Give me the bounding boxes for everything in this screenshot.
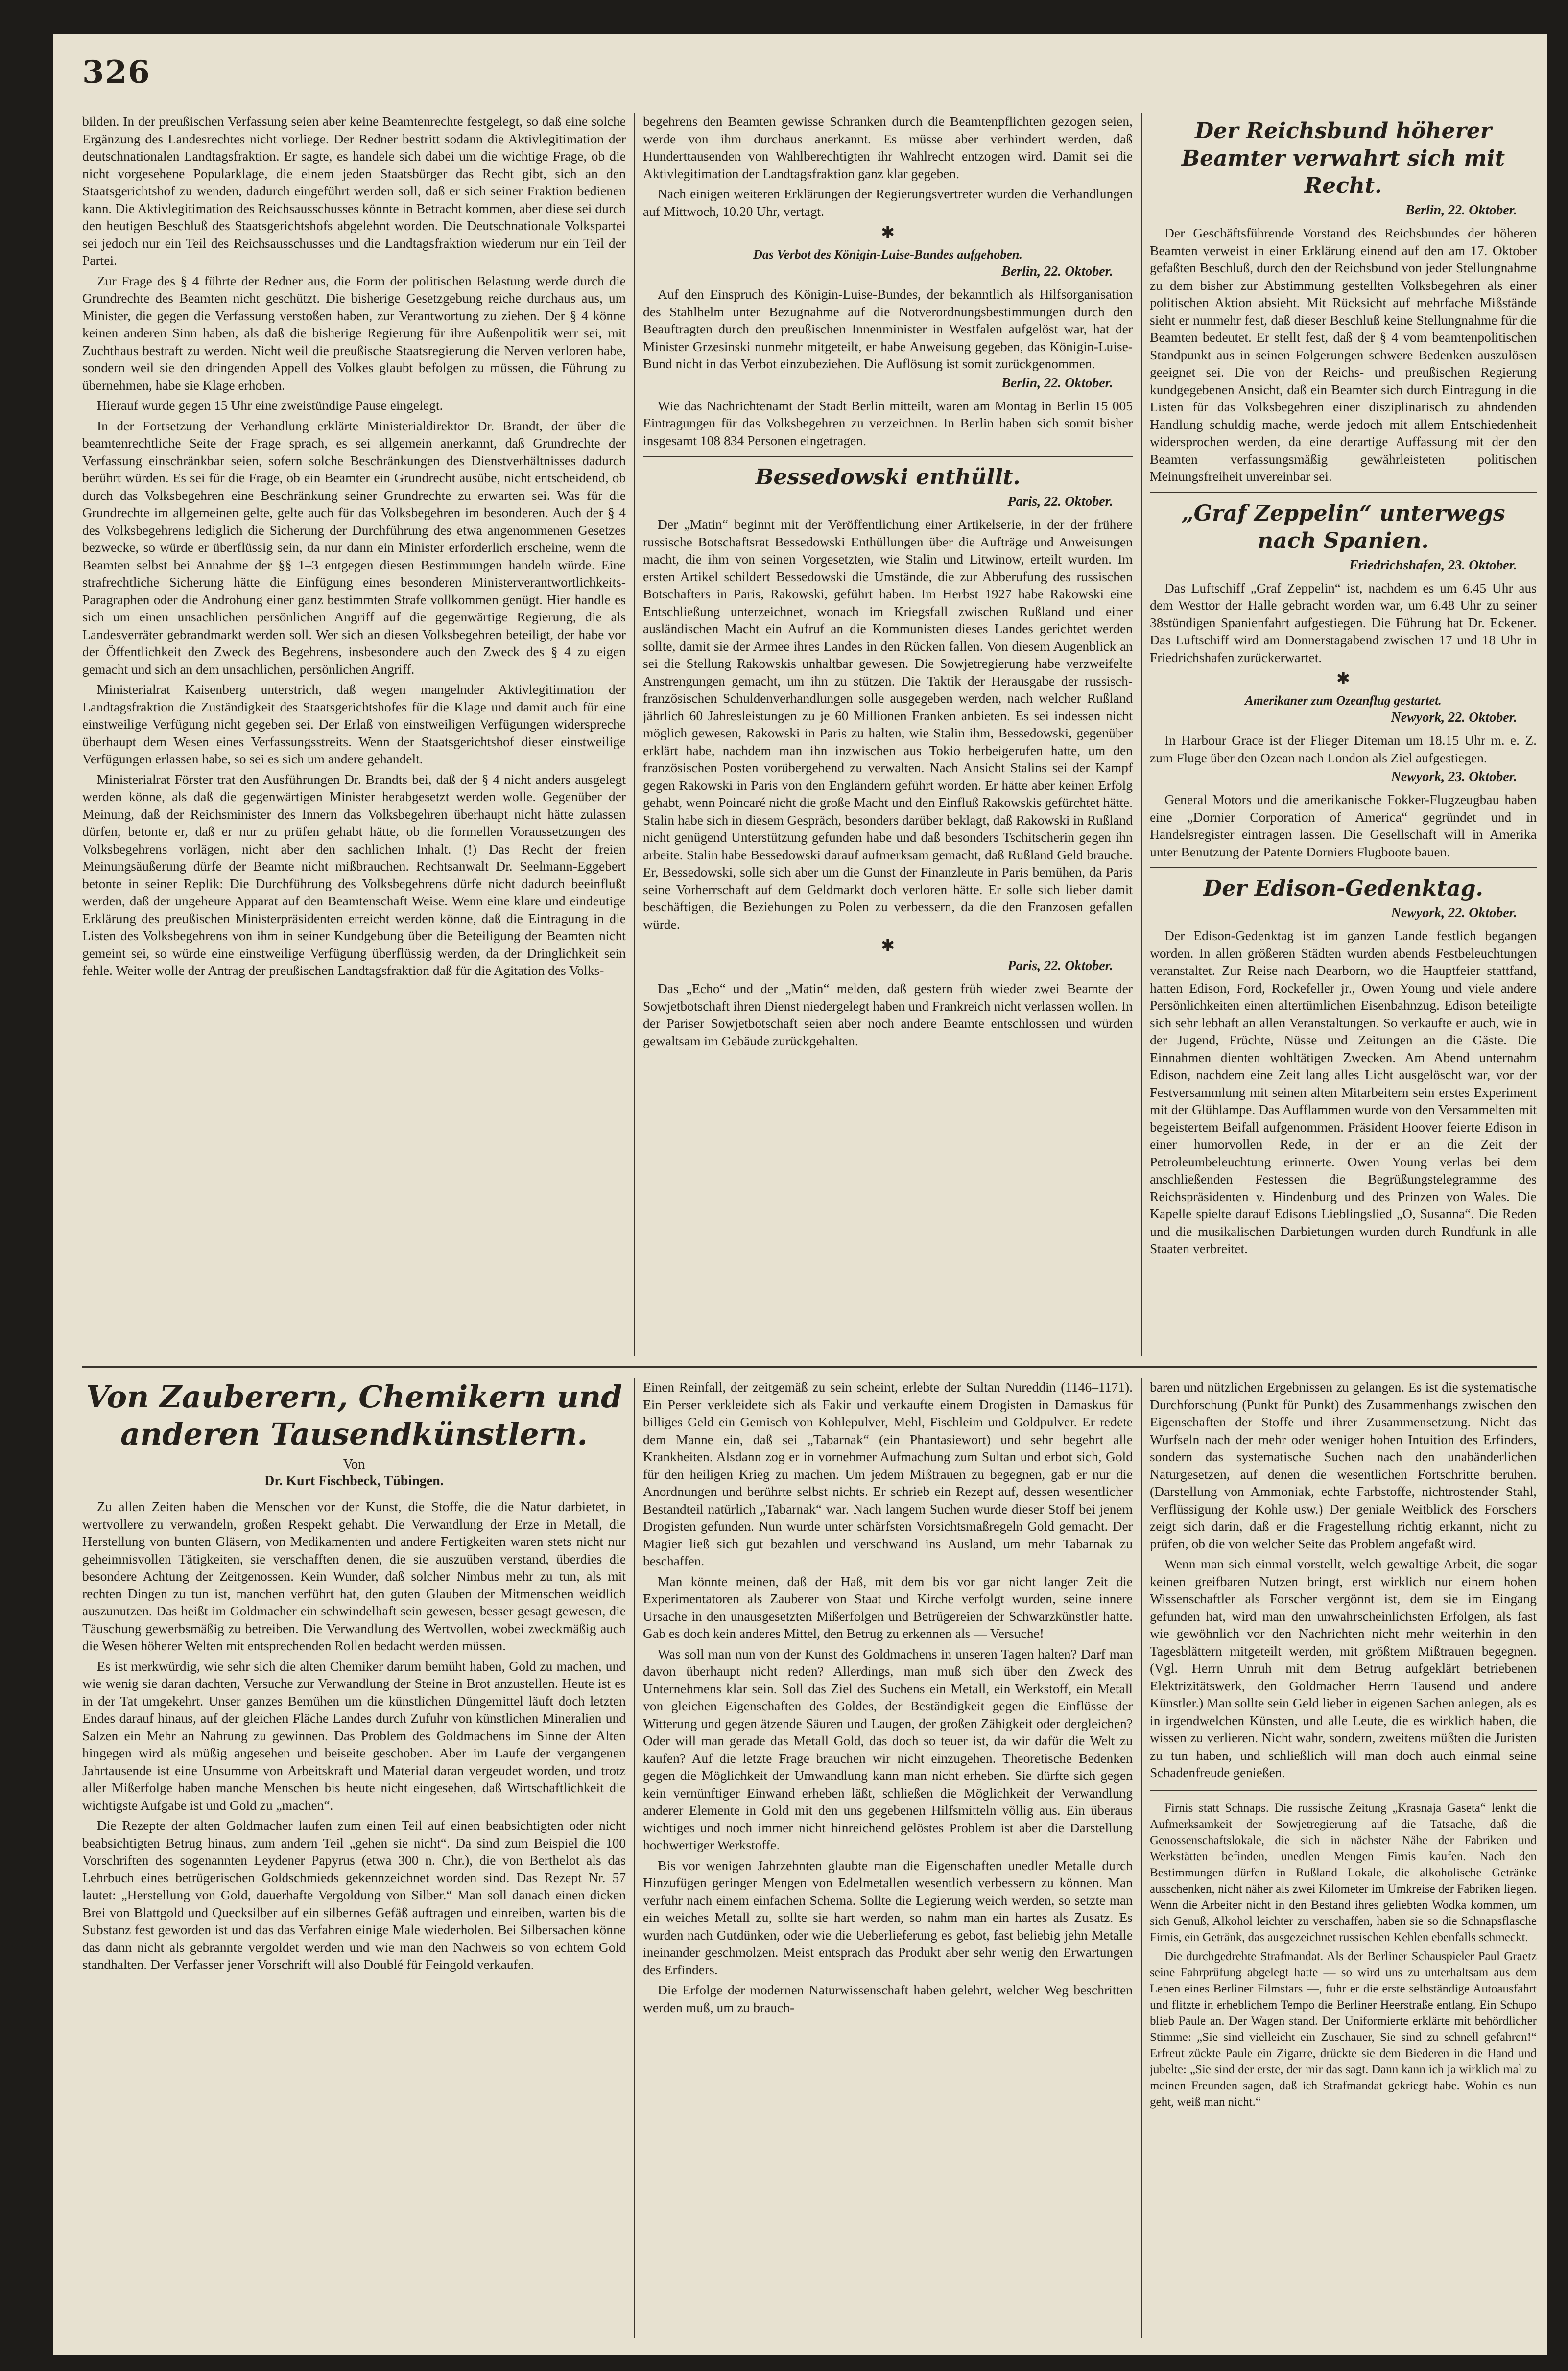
article-heading: Amerikaner zum Ozeanflug gestartet. (1245, 693, 1442, 708)
paragraph: Wenn man sich einmal vorstellt, welch gewaltige Arbeit, die sogar keinen greifbaren Nutzen bringt, erst wirklich nur einem hohen Wissenschaftler als Forscher vergönnt ist, dem sie im Eingang gefunden hat, wird man den unwahrscheinlichsten Erfolgen, als fast wie gewöhnlich vor den Nachrichten nicht mehr weiterhin in den Tagesblättern mitgeteilt werden, mit größtem Mißtrauen begegnen. (Vgl. Herrn Unruh mit dem Betrug aufgeklärt betriebenen Elektrizitätswerk, den Goldmacher Herrn Tausend und andere Künstler.) Man sollte sein Geld lieber in eigenen Sachen anlegen, als es in irgendwelchen Künsten, und alle Leute, die es wirklich haben, die wissen zu verlieren. Nicht wahr, sondern, zweitens müßten die Juristen zu tun haben, und schließlich will man doch auch einmal seine Schadenfreude genießen. (1150, 1556, 1537, 1780)
feature-column-2 (643, 1378, 1133, 2338)
feature-title: Von Zauberern, Chemikern und anderen Tausendkünstlern. (86, 1379, 622, 1452)
paragraph: Ministerialrat Kaisenberg unterstrich, daß wegen mangelnder Aktivlegitimation der Landtagsfraktion die Zuständigkeit des Staatsgerichtshofes für die Klage und damit auch für eine einstweilige Verfügung nicht gegeben sei. Der Erlaß von einstweiligen Verfügungen widerspreche überhaupt dem Wesen eines Verfassungsstreits. Wenn der Staatsgerichtshof dieser einstweilige Verfügungen erlassen habe, so sei es sich um andere gehandelt. (82, 682, 626, 766)
paragraph: bilden. In der preußischen Verfassung seien aber keine Beamtenrechte festgelegt, so daß eine solche Ergänzung des Landesrechtes nicht vorliege. Der Redner bestritt sodann die Aktivlegitimation der deutschnationalen Landtagsfraktion. Er sagte, es handele sich dabei um die wichtige Frage, ob die nicht vorgesehene Popularklage, die einem jeden Staatsbürger das Recht gibt, sich an den Staatsgerichtshof zu wenden, dadurch eingeführt werden soll, daß er sich seiner Fraktion bedienen kann. Die Aktivlegitimation des Reichsausschusses könnte in Betracht kommen, aber diese sei durch den heutigen Beschluß des Staatsgerichtshofs abgelehnt worden. Die Deutschnationale Volkspartei sei jedoch nur ein Teil des Reichsausschusses und die Landtagsfraktion wiederum nur ein Teil der Partei. (82, 114, 626, 268)
paragraph: Wie das Nachrichtenamt der Stadt Berlin mitteilt, waren am Montag in Berlin 15 005 Eintragungen für das Volksbegehren zu verzeichnen. In Berlin haben sich somit bisher insgesamt 108 834 Personen eingetragen. (643, 398, 1133, 448)
dateline: Friedrichshafen, 23. Oktober. (1349, 557, 1517, 573)
paragraph: Firnis statt Schnaps. Die russische Zeitung „Krasnaja Gaseta“ lenkt die Aufmerksamkeit der Sowjetregierung auf die Tatsache, daß die Genossenschaftslokale, die sich in nächster Nähe der Fabriken und Werkstätten befinden, unedlen Mengen Firnis kaufen. Nach den Bestimmungen dürfen in Rußland Lokale, die alkoholische Getränke ausschenken, nicht näher als zwei Kilometer im Umkreise der Fabriken liegen. Wenn die Arbeiter nicht in den Bestand ihres geliebten Wodka kommen, um sich Genuß, Alkohol leichter zu verschaffen, haben sie so die Schnapsflasche Firnis, ein Getränk, das ausgezeichnet russischen Kehlen ebenfalls schmeckt. (1150, 1801, 1537, 1944)
dateline: Newyork, 22. Oktober. (1391, 710, 1517, 725)
column-divider (634, 1378, 635, 2338)
paragraph: Es ist merkwürdig, wie sehr sich die alten Chemiker darum bemüht haben, Gold zu machen, und wie wenig sie daran dachten, Versuche zur Verwandlung der Steine in Brot anzustellen. Heute ist es in der Tat umgekehrt. Unser ganzes Bemühen um die künstlichen Düngemittel läuft doch letzten Endes darauf hinaus, auf der gleichen Fläche Landes durch Zufuhr von künstlichen Mineralien und Salzen ein Mehr an Nahrung zu gewinnen. Das Problem des Goldmachens im Sinne der Alten hingegen wird als müßig angesehen und beiseite geschoben. Aber im Laufe der vergangenen Jahrtausende ist eine Unsumme von Arbeitskraft und Material daran vergeudet worden, und trotz aller Mißerfolge haben manche Menschen bis heute nicht eingesehen, daß Wirtschaftlichkeit die wichtigste Aufgabe ist und Gold zu „machen“. (82, 1658, 626, 1813)
section-rule (1150, 492, 1537, 493)
section-separator: ✱ (880, 936, 895, 955)
column-divider (1141, 1378, 1142, 2338)
paragraph: Die Rezepte der alten Goldmacher laufen zum einen Teil auf einen beabsichtigten oder nicht beabsichtigten Betrug hinaus, zum andern Teil „gehen sie nicht“. Da sind zum Beispiel die 100 Vorschriften des sogenannten Leydener Papyrus (etwa 300 n. Chr.), die von Berthelot als das Lehrbuch eines betrügerischen Goldschmieds gekennzeichnet worden sind. Das Rezept Nr. 57 lautet: „Herstellung von Gold, dauerhafte Vergoldung von Silber.“ Man soll danach einen dicken Brei von Blattgold und Quecksilber auf ein silbernes Gefäß auftragen und einreiben, warten bis die Substanz fest geworden ist und das das Verfahren einige Male wiederholen. Bei Silbersachen könne das dann nicht als gebrannte vergoldet werden und wie man den Nachweis so von echtem Gold standhalten. Der Verfasser jener Vorschrift will also Doublé für Feingold verkaufen. (82, 1818, 626, 1972)
dateline: Berlin, 22. Oktober. (1405, 203, 1517, 218)
column-1 (82, 113, 626, 1356)
dateline: Berlin, 22. Oktober. (1001, 375, 1113, 391)
section-separator: ✱ (1336, 669, 1351, 688)
paragraph: Die Erfolge der modernen Naturwissenschaft haben gelehrt, welcher Weg beschritten werden muß, um zu brauch- (643, 1982, 1133, 2015)
newspaper-page (53, 34, 1547, 2355)
paragraph: Hierauf wurde gegen 15 Uhr eine zweistündige Pause eingelegt. (97, 398, 443, 413)
column-divider (1141, 113, 1142, 1356)
paragraph: General Motors und die amerikanische Fokker-Flugzeugbau haben eine „Dornier Corporation of America“ gegründet und in Handelsregister eintragen lassen. Die Gesellschaft will in Amerika unter Benutzung der Patente Dorniers Flugboote bauen. (1150, 792, 1537, 859)
paragraph: Das Luftschiff „Graf Zeppelin“ ist, nachdem es um 6.45 Uhr aus dem Westtor der Halle gebracht worden war, um 6.48 Uhr zu seiner 38stündigen Spanienfahrt aufgestiegen. Die Führung hat Dr. Eckener. Das Luftschiff wird am Donnerstagabend zwischen 17 und 18 Uhr in Friedrichshafen zurückerwartet. (1150, 580, 1537, 665)
feature-column-3 (1150, 1378, 1537, 2338)
section-separator: ✱ (880, 223, 895, 242)
section-rule (1150, 867, 1537, 868)
dateline: Newyork, 22. Oktober. (1391, 905, 1517, 921)
page-number: 326 (82, 54, 151, 91)
byline-author: Dr. Kurt Fischbeck, Tübingen. (264, 1473, 444, 1489)
column-2 (643, 113, 1133, 1356)
article-headline: „Graf Zeppelin“ unterwegs nach Spanien. (1181, 500, 1505, 553)
section-rule (643, 456, 1133, 457)
paragraph: Bis vor wenigen Jahrzehnten glaubte man die Eigenschaften unedler Metalle durch Hinzufügen geringer Mengen von Edelmetallen wesentlich verbessern zu können. Man verfuhr nach einem einfachen Schema. Sollte die Legierung weich werden, so setzte man ein weiches Metall zu, sollte sie hart werden, so nahm man ein hartes als Zusatz. Es wurden nach Gutdünken, oder wie die Ueberlieferung es gebot, fast beliebig jehn Metalle ineinander geschmolzen. Meist entsprach das Produkt aber sehr wenig den Erwartungen des Erfinders. (643, 1857, 1133, 1977)
dateline: Berlin, 22. Oktober. (1001, 264, 1113, 279)
paragraph: Was soll man nun von der Kunst des Goldmachens in unseren Tagen halten? Darf man davon überhaupt nicht reden? Allerdings, man muß sich über den Zweck des Unternehmens klar sein. Soll das Ziel des Suchens ein Metall, ein Werkstoff, ein Metall von gleichen Eigenschaften des Goldes, der Beständigkeit gegen die Einflüsse der Witterung und gegen ätzende Säuren und Laugen, der großen Zähigkeit oder dergleichen? Oder will man gerade das Metall Gold, das doch so teuer ist, da wir dafür die Welt zu kaufen? Auf die letzte Frage brauchen wir nicht einzugehen. Theoretische Bedenken gegen die Möglichkeit der Umwandlung kann man nicht erheben. Sie dürfte sich gegen kein vernünftiger Einwand erheben läßt, schließen die Möglichkeit der Verwandlung anderer Elemente in Gold mit den uns gegebenen Hilfsmitteln völlig aus. Ein überaus wichtiges und noch immer nicht hinreichend gelöstes Problem ist aber die Darstellung hochwertiger Werkstoffe. (643, 1646, 1133, 1852)
paragraph: baren und nützlichen Ergebnissen zu gelangen. Es ist die systematische Durchforschung (Punkt für Punkt) des Zusammenhangs zwischen den Eigenschaften der Stoffe und ihrer Zusammensetzung. Nicht das Wurfseln nach der mehr oder weniger hohen Intuition des Erfinders, sondern das systematische Suchen nach den unabänderlichen Naturgesetzen, auf denen die wesentlichen Fortschritte beruhen. (Darstellung von Ammoniak, echte Farbstoffe, nichtrostender Stahl, Verflüssigung der Kohle usw.) Der geniale Weitblick des Forschers zeigt sich darin, daß er die Fragestellung richtig erkannt, nicht zu prüfen, ob die von welcher Seite das Problem angefaßt wird. (1150, 1379, 1537, 1551)
paragraph: Der „Matin“ beginnt mit der Veröffentlichung einer Artikelserie, in der der frühere russische Botschaftsrat Bessedowski Enthüllungen über die Aufträge und Anweisungen macht, die ihm von seinen Vorgesetzten, wie Stalin und Litwinow, erteilt wurden. Im ersten Artikel schildert Bessedowski die Umstände, die zur Abberufung des russischen Botschafters in Paris, Rakowski, geführt haben. Im Herbst 1927 habe Rakowski eine Entschließung unterzeichnet, wonach im Kriegsfall zwischen Rußland und einer ausländischen Macht ein Aufruf an die Kommunisten dieses Landes gerichtet werden sollte, damit sie der Armee ihres Landes in den Rücken fallen. Von diesem Augenblick an sei die Stellung Rakowskis unhaltbar gewesen. Die Sowjetregierung habe verzweifelte Anstrengungen gemacht, um ihn zu stützen. Die Taktik der Herausgabe der russisch-französischen Schuldenverhandlungen solle ausgegeben werden, nach welcher Rußland jährlich 60 Jahresleistungen zu je 60 Millionen Franken anbieten. Es sei indessen nicht möglich gewesen, Rakowski in Paris zu halten, wie Stalin ihm, Bessedowski, gegenüber erklärt habe, nachdem man ihn inzwischen aus Tokio herbeigerufen hatte, um den französischen Posten vorübergehend zu verwalten. Nach Ansicht Stalins sei der Kampf gegen Rakowski in Paris von den Engländern geführt worden. Er hätte aber keinen Erfolg gehabt, wenn Poincaré nicht die große Macht und den Einfluß Rakowskis gefürchtet hätte. Stalin habe sich in diesem Gespräch, besonders darüber beklagt, daß Rakowski in Rußland nicht genügend Unterstützung gefunden habe und daß besonders Tschitscherin gegen ihn arbeite. Stalin habe Bessedowski darauf aufmerksam gemacht, daß Rußland Geld brauche. Er, Bessedowski, solle sich aber um die Gunst der Finanzleute in Paris bemühen, da Paris seine Vorherrschaft auf dem Geldmarkt doch verloren hätte. Er solle sich lieber damit beschäftigen, die Beziehungen zu Polen zu verbessern, da die den Franzosen gefallen würde. (643, 517, 1133, 932)
paragraph: Der Edison-Gedenktag ist im ganzen Lande festlich begangen worden. In allen größeren Städten wurden abends Festbeleuchtungen veranstaltet. Zur Reise nach Dearborn, wo die Hauptfeier stattfand, hatten Edison, Ford, Rockefeller jr., Owen Young und viele andere Persönlichkeiten einen altertümlichen Eisenbahnzug. Edison beteiligte sich sehr lebhaft an allen Veranstaltungen. So verkaufte er auch, wie in der Jugend, Früchte, Nüsse und Zeitungen an die Gäste. Die Einnahmen dienten wohltätigen Zwecken. Am Abend unternahm Edison, nachdem eine Zeit lang alles Licht ausgelöscht war, vor der Festversammlung mit seinen alten Mitarbeitern sein erstes Experiment mit der Glühlampe. Das Aufflammen wurde von den Versammelten mit begeistertem Beifall aufgenommen. Präsident Hoover feierte Edison in einer humorvollen Rede, in der er an die Zeit der Petroleumbeleuchtung erinnerte. Owen Young verlas bei dem anschließenden Festessen die Begrüßungstelegramme des Reichspräsidenten v. Hindenburg und des Prinzen von Wales. Die Kapelle spielte darauf Edisons Lieblingslied „O, Susanna“. Die Reden und die musikalischen Darbietungen wurden durch Rundfunk in alle Staaten verbreitet. (1150, 928, 1537, 1256)
paragraph: Auf den Einspruch des Königin-Luise-Bundes, der bekanntlich als Hilfsorganisation des Stahlhelm unter Bezugnahme auf die Notverordnungsbestimmungen durch den Beauftragten durch den preußischen Innenminister in Westfalen aufgelöst war, hat der Minister Grzesinski nunmehr mitgeteilt, er habe Anweisung gegeben, das Königin-Luise-Bund nicht in das Verbot einzubeziehen. Die Auflösung ist somit zurückgenommen. (643, 286, 1133, 371)
paragraph: Der Geschäftsführende Vorstand des Reichsbundes der höheren Beamten verweist in einer Erklärung einend auf den am 17. Oktober gefaßten Beschluß, durch den der Reichsbund von jeder Stellungnahme zu dem bisher zur Abstimmung gestellten Volksbegehren als einer politischen Aktion absieht. Mit Rücksicht auf mehrfache Mißstände sieht er nunmehr fest, daß dieser Beschluß keine Stellungnahme für die Beamten bedeutet. Er stellt fest, daß der § 4 vom beamtenpolitischen Standpunkt aus in seinen Folgerungen schwere Bedenken auszulösen geeignet sei. Die von der Reichs- und preußischen Regierung kundgegebenen Ansicht, daß ein Beamter sich durch Eintragung in die Listen für das Volksbegehren einer disziplinarisch zu ahndenden Handlung schuldig mache, werde jedoch mit allem Entschiedenheit widersprochen werden, da eine derartige Auffassung mit der den Beamten verfassungsmäßig gewährleisteten politischen Meinungsfreiheit unvereinbar sei. (1150, 225, 1537, 484)
paragraph: Ministerialrat Förster trat den Ausführungen Dr. Brandts bei, daß der § 4 nicht anders ausgelegt werden könne, als daß die gegenwärtigen Minister herabgesetzt werden wolle. Gegenüber der Meinung, daß der Reichsminister des Innern das Volksbegehren überhaupt nicht hätte zulassen dürfen, betonte er, daß er nur zu prüfen gehabt hätte, ob die formellen Voraussetzungen des Volksbegehrens vorlägen, nicht aber den sachlichen Inhalt. (!) Das Recht der freien Meinungsäußerung dürfe der Beamte nicht mißbrauchen. Rechtsanwalt Dr. Seelmann-Eggebert betonte in seiner Replik: Die Durchführung des Volksbegehrens dürfe nicht dadurch beeinflußt werden, daß der ungeheure Apparat auf den Beamtenschaft Weise. Wenn eine klare und eindeutige Erklärung des preußischen Ministerpräsidenten erreicht werden könne, daß die Eintragung in die Listen des Volksbegehrens von ihm in seiner Kundgebung über die Beteiligung der Beamten nicht gemeint sei, so würde eine einstweilige Verfügung überflüssig werden, da der Dringlichkeit sein fehle. Weiter wolle der Antrag der preußischen Landtagsfraktion daß für die Agitation des Volks- (82, 771, 626, 978)
paragraph: Nach einigen weiteren Erklärungen der Regierungsvertreter wurden die Verhandlungen auf Mittwoch, 10.20 Uhr, vertagt. (643, 186, 1133, 219)
column-3 (1150, 113, 1537, 1356)
paragraph: Das „Echo“ und der „Matin“ melden, daß gestern früh wieder zwei Beamte der Sowjetbotschaft ihren Dienst niedergelegt haben und Frankreich nicht verlassen wollen. In der Pariser Sowjetbotschaft seien aber noch andere Beamte entschlossen und würden gewaltsam im Gebäude zurückgehalten. (643, 981, 1133, 1048)
byline-prefix: Von (343, 1457, 365, 1472)
paragraph: Man könnte meinen, daß der Haß, mit dem bis vor gar nicht langer Zeit die Experimentatoren als Zauberer von Staat und Kirche verfolgt wurden, seine innere Ursache in den unausgesetzten Mißerfolgen und Betrügereien der Schwarzkünstler hatte. Gab es doch kein anderes Mittel, den Betrug zu erkennen als — Versuche! (643, 1573, 1133, 1641)
paragraph: Zu allen Zeiten haben die Menschen vor der Kunst, die Stoffe, die die Natur darbietet, in wertvollere zu verwandeln, großen Respekt gehabt. Die Verwandlung der Erze in Metall, die Herstellung von bunten Gläsern, von Medikamenten und andere Fertigkeiten waren stets nicht nur geheimnisvollen Tätigkeiten, sie verschafften denen, die sie auszuüben verstand, überdies die besondere Achtung der Zeitgenossen. Kein Wunder, daß solcher Nimbus mehr zu tun, als mit rechten Dingen zu tun ist, manchen verführt hat, den guten Glauben der Mitmenschen weidlich auszunutzen. Das heißt im Goldmacher ein schwindelhaft sein gewesen, besser gesagt gewesen, die Täuschung gewerbsmäßig zu betreiben. Die Verwandlung des Wertvollen, wobei zweckmäßig auch die Wesen höherer Welten mit entsprechenden Rollen bedacht werden müssen. (82, 1499, 626, 1653)
paragraph: begehrens den Beamten gewisse Schranken durch die Beamtenpflichten gezogen seien, werde von ihm durchaus anerkannt. Es müsse aber verhindert werden, daß Hunderttausenden von Wahlberechtigten ihr Wahlrecht entzogen wird. Damit sei die Aktivlegitimation der Landtagsfraktion ganz klar gegeben. (643, 114, 1133, 181)
section-rule (82, 1366, 1537, 1368)
article-headline: Der Reichsbund höherer Beamter verwahrt sich mit Recht. (1181, 119, 1505, 198)
article-headline: Bessedowski enthüllt. (755, 465, 1021, 490)
dateline: Newyork, 23. Oktober. (1391, 769, 1517, 784)
paragraph: In Harbour Grace ist der Flieger Diteman um 18.15 Uhr m. e. Z. zum Fluge über den Ozean nach London als Ziel aufgestiegen. (1150, 733, 1537, 765)
feature-column-1 (82, 1378, 626, 2338)
article-headline: Der Edison-Gedenktag. (1203, 876, 1483, 901)
paragraph: Einen Reinfall, der zeitgemäß zu sein scheint, erlebte der Sultan Nureddin (1146–1171). Ein Perser verkleidete sich als Fakir und verkaufte einem Drogisten in Damaskus für billiges Geld ein Gemisch von Kohlepulver, Mehl, Fischleim und Goldpulver. Er redete dem Manne ein, daß sei „Tabarnak“ (ein Phantasiewort) und sehr begehrt alle Krankheiten. Alsdann zog er in vornehmer Aufmachung zum Sultan und erbot sich, Gold für den heiligen Krieg zu machen. Um jedem Mißtrauen zu begegnen, gab er nur die Anordnungen und berührte selbst nichts. Er schrieb ein Rezept auf, dessen wesentlicher Bestandteil natürlich „Tabarnak“ war. Nach langem Suchen wurde dieser Stoff bei jenem Drogisten gefunden. Nun wurde unter schärfsten Vorsichtsmaßregeln Gold gemacht. Der Magier ließ sich gut bezahlen und verschwand ins Ausland, um mehr Tabarnak zu beschaffen. (643, 1379, 1133, 1568)
paragraph: Zur Frage des § 4 führte der Redner aus, die Form der politischen Belastung werde durch die Grundrechte des Beamten nicht geschützt. Die bisherige Gesetzgebung reiche durchaus aus, um Minister, die gegen die Verfassung verstoßen haben, zur Verantwortung zu ziehen. Der § 4 könne keinen anderen Sinn haben, als daß die bisherige Regierung für ihre Außenpolitik werr sei, mit Zuchthaus bestraft zu werden. Nicht weil die preußische Staatsregierung die Nerven verloren habe, sondern weil sie den dringenden Appell des Volkes glaubt befolgen zu müssen, die Führung zu übernehmen, habe sie Klage erhoben. (82, 273, 626, 393)
paragraph: In der Fortsetzung der Verhandlung erklärte Ministerialdirektor Dr. Brandt, der über die beamtenrechtliche Seite der Frage sprach, es sei allgemein anerkannt, daß Grundrechte der Verfassung einschränkbar seien, sofern solche Beschränkungen des Dienstverhältnisses dadurch berührt würden. Es sei für die Frage, ob ein Beamter ein Grundrecht ausübe, nicht entscheidend, ob durch das Volksbegehren eine Beschränkung seiner Grundrechte zu erwarten sei. Was für die Grundrechte im allgemeinen gelte, gelte auch für das Volksbegehren im besonderen. Auch der § 4 des Volksbegehrens lediglich die Sicherung der Durchführung des etwa angenommenen Gesetzes bezwecke, so würde er überflüssig sein, da nur dann ein Minister erforderlich erscheine, wenn die Beamten selbst bei Annahme der §§ 1–3 entgegen diesen Bestimmungen handeln würde. Eine strafrechtliche Sicherung hätte die Einfügung eines besonderen Ministerverantwortlichkeits-Paragraphen oder die Androhung einer ganz bestimmten Strafe vollkommen genügt. Hier handle es sich um einen unsachlichen persönlichen Angriff auf die gegenwärtige Regierung, die als Landesverräter gebrandmarkt werden soll. Wer sich an diesen Volksbegehren beteiligt, der habe vor der Öffentlichkeit den Zweck des Begehrens, insbesondere auch den Zweck des § 4 zu eigen gemacht und sich an dem unsachlichen, persönlichen Angriff. (82, 418, 626, 677)
column-divider (634, 113, 635, 1356)
paragraph: Die durchgedrehte Strafmandat. Als der Berliner Schauspieler Paul Graetz seine Fahrprüfung abgelegt hatte — so wird uns zu unterhaltsam aus dem Leben eines Berliner Filmstars —, fuhr er die erste selbständige Autoausfahrt und flitzte in erheblichem Tempo die Berliner Heerstraße entlang. Ein Schupo blieb Paule an. Der Wagen stand. Der Uniformierte erklärte mit behördlicher Stimme: „Sie sind vielleicht ein Zuschauer, Sie sind zu schnell gefahren!“ Erfreut zückte Paule ein Zigarre, drückte sie dem Biederen in die Hand und jubelte: „Sie sind der erste, der mir das sagt. Dann kann ich ja wirklich mal zu meinen Freunden sagen, daß ich Strafmandat gekriegt habe. Wohin es nun geht, weiß man nicht.“ (1150, 1949, 1537, 2109)
dateline: Paris, 22. Oktober. (1007, 958, 1113, 973)
article-heading: Das Verbot des Königin-Luise-Bundes aufgehoben. (753, 247, 1022, 261)
section-rule (1150, 1790, 1537, 1791)
dateline: Paris, 22. Oktober. (1007, 494, 1113, 509)
